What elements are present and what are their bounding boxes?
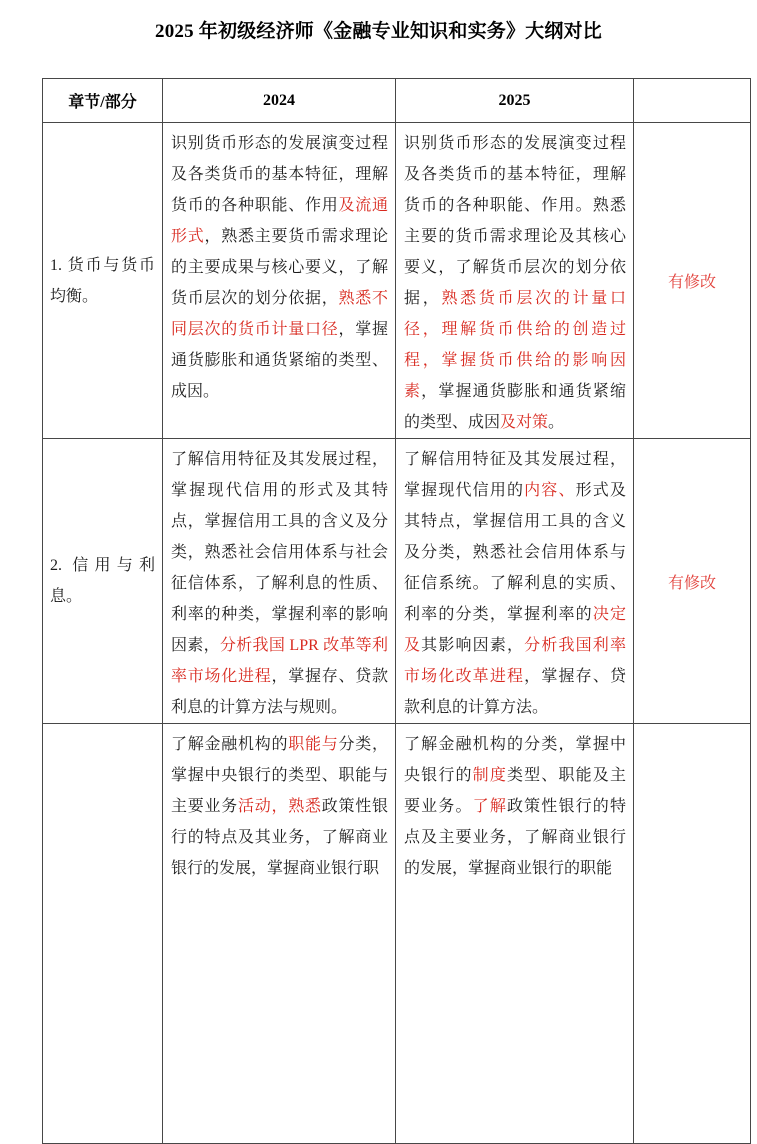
syllabus-comparison-table bbox=[42, 78, 751, 1144]
text-segment: 了解金融机构的 bbox=[171, 736, 289, 753]
header-chapter: 章节/部分 bbox=[43, 79, 163, 123]
changed-text-segment: 及流通形式 bbox=[171, 197, 388, 245]
cell-2025 bbox=[396, 123, 634, 439]
table-row bbox=[43, 123, 751, 439]
changed-text-segment: 活动，熟悉 bbox=[238, 798, 322, 815]
cell-2025 bbox=[396, 724, 634, 1144]
text-segment: 政策性银行的特点及其业务，了解商业银行的发展，掌握商业银行职 bbox=[171, 798, 388, 877]
header-row bbox=[43, 79, 751, 123]
text-segment: 了解信用特征及其发展过程，掌握现代信用的 bbox=[404, 451, 626, 499]
changed-text-segment: 及对策 bbox=[500, 414, 549, 431]
header-notes bbox=[634, 79, 751, 123]
text-segment: 政策性银行的特点及主要业务，了解商业银行的发展，掌握商业银行的职能 bbox=[404, 798, 626, 877]
text-segment: ，掌握存、贷款利息的计算方法与规则。 bbox=[171, 668, 388, 716]
note-cell: 有修改 bbox=[634, 123, 751, 439]
text-segment: 类型、职能及主要业务。 bbox=[404, 767, 626, 815]
text-segment: 形式及其特点，掌握信用工具的含义及分类，熟悉社会信用体系与征信系统。了解利息的实质、利率的分类，掌握利率的 bbox=[404, 482, 626, 623]
text-segment: 识别货币形态的发展演变过程及各类货币的基本特征，理解货币的各种职能、作用 bbox=[171, 135, 388, 214]
changed-text-segment: 职能与 bbox=[288, 736, 339, 753]
text-segment: 分类，掌握中央银行的类型、职能与主要业务 bbox=[171, 736, 388, 815]
table-body bbox=[43, 123, 751, 1144]
cell-2024 bbox=[163, 439, 396, 724]
header-2025: 2025 bbox=[396, 79, 634, 123]
changed-text-segment: 制度 bbox=[472, 767, 507, 784]
text-segment: ，熟悉主要货币需求理论的主要成果与核心要义，了解货币层次的划分依据， bbox=[171, 228, 388, 307]
changed-text-segment: 了解 bbox=[472, 798, 507, 815]
changed-text-segment: 内容、 bbox=[524, 482, 576, 499]
table-row bbox=[43, 724, 751, 1144]
chapter-cell bbox=[43, 724, 163, 1144]
document-title: 2025 年初级经济师《金融专业知识和实务》大纲对比 bbox=[155, 21, 602, 42]
chapter-cell: 1. 货币与货币均衡。 bbox=[43, 123, 163, 439]
text-segment: 识别货币形态的发展演变过程及各类货币的基本特征，理解货币的各种职能、作用。熟悉主要的货币需求理论及其核心要义，了解货币层次的划分依据， bbox=[404, 135, 626, 307]
changed-text-segment: 分析我国利率市场化改革进程 bbox=[404, 637, 626, 685]
text-segment: ，掌握通货膨胀和通货紧缩的类型、成因 bbox=[404, 383, 626, 431]
chapter-cell: 2. 信用与利息。 bbox=[43, 439, 163, 724]
note-cell: 有修改 bbox=[634, 439, 751, 724]
changed-text-segment: 决定及 bbox=[404, 606, 626, 654]
changed-text-segment: 分析我国 LPR 改革等利率市场化进程 bbox=[171, 637, 388, 685]
cell-2025 bbox=[396, 439, 634, 724]
changed-text-segment: 熟悉货币层次的计量口径，理解货币供给的创造过程，掌握货币供给的影响因素 bbox=[404, 290, 626, 400]
table-row bbox=[43, 439, 751, 724]
text-segment: 。 bbox=[548, 414, 565, 431]
text-segment: ，掌握通货膨胀和通货紧缩的类型、成因。 bbox=[171, 321, 388, 400]
text-segment: ，掌握存、贷款利息的计算方法。 bbox=[404, 668, 626, 716]
header-2024: 2024 bbox=[163, 79, 396, 123]
note-cell bbox=[634, 724, 751, 1144]
cell-2024 bbox=[163, 724, 396, 1144]
changed-text-segment: 熟悉不同层次的货币计量口径 bbox=[171, 290, 388, 338]
text-segment: 了解金融机构的分类，掌握中央银行的 bbox=[404, 736, 626, 784]
text-segment: 了解信用特征及其发展过程，掌握现代信用的形式及其特点，掌握信用工具的含义及分类，熟悉社会信用体系与社会征信体系，了解利息的性质、利率的种类，掌握利率的影响因素， bbox=[171, 451, 388, 654]
cell-2024 bbox=[163, 123, 396, 439]
text-segment: 其影响因素， bbox=[421, 637, 525, 654]
